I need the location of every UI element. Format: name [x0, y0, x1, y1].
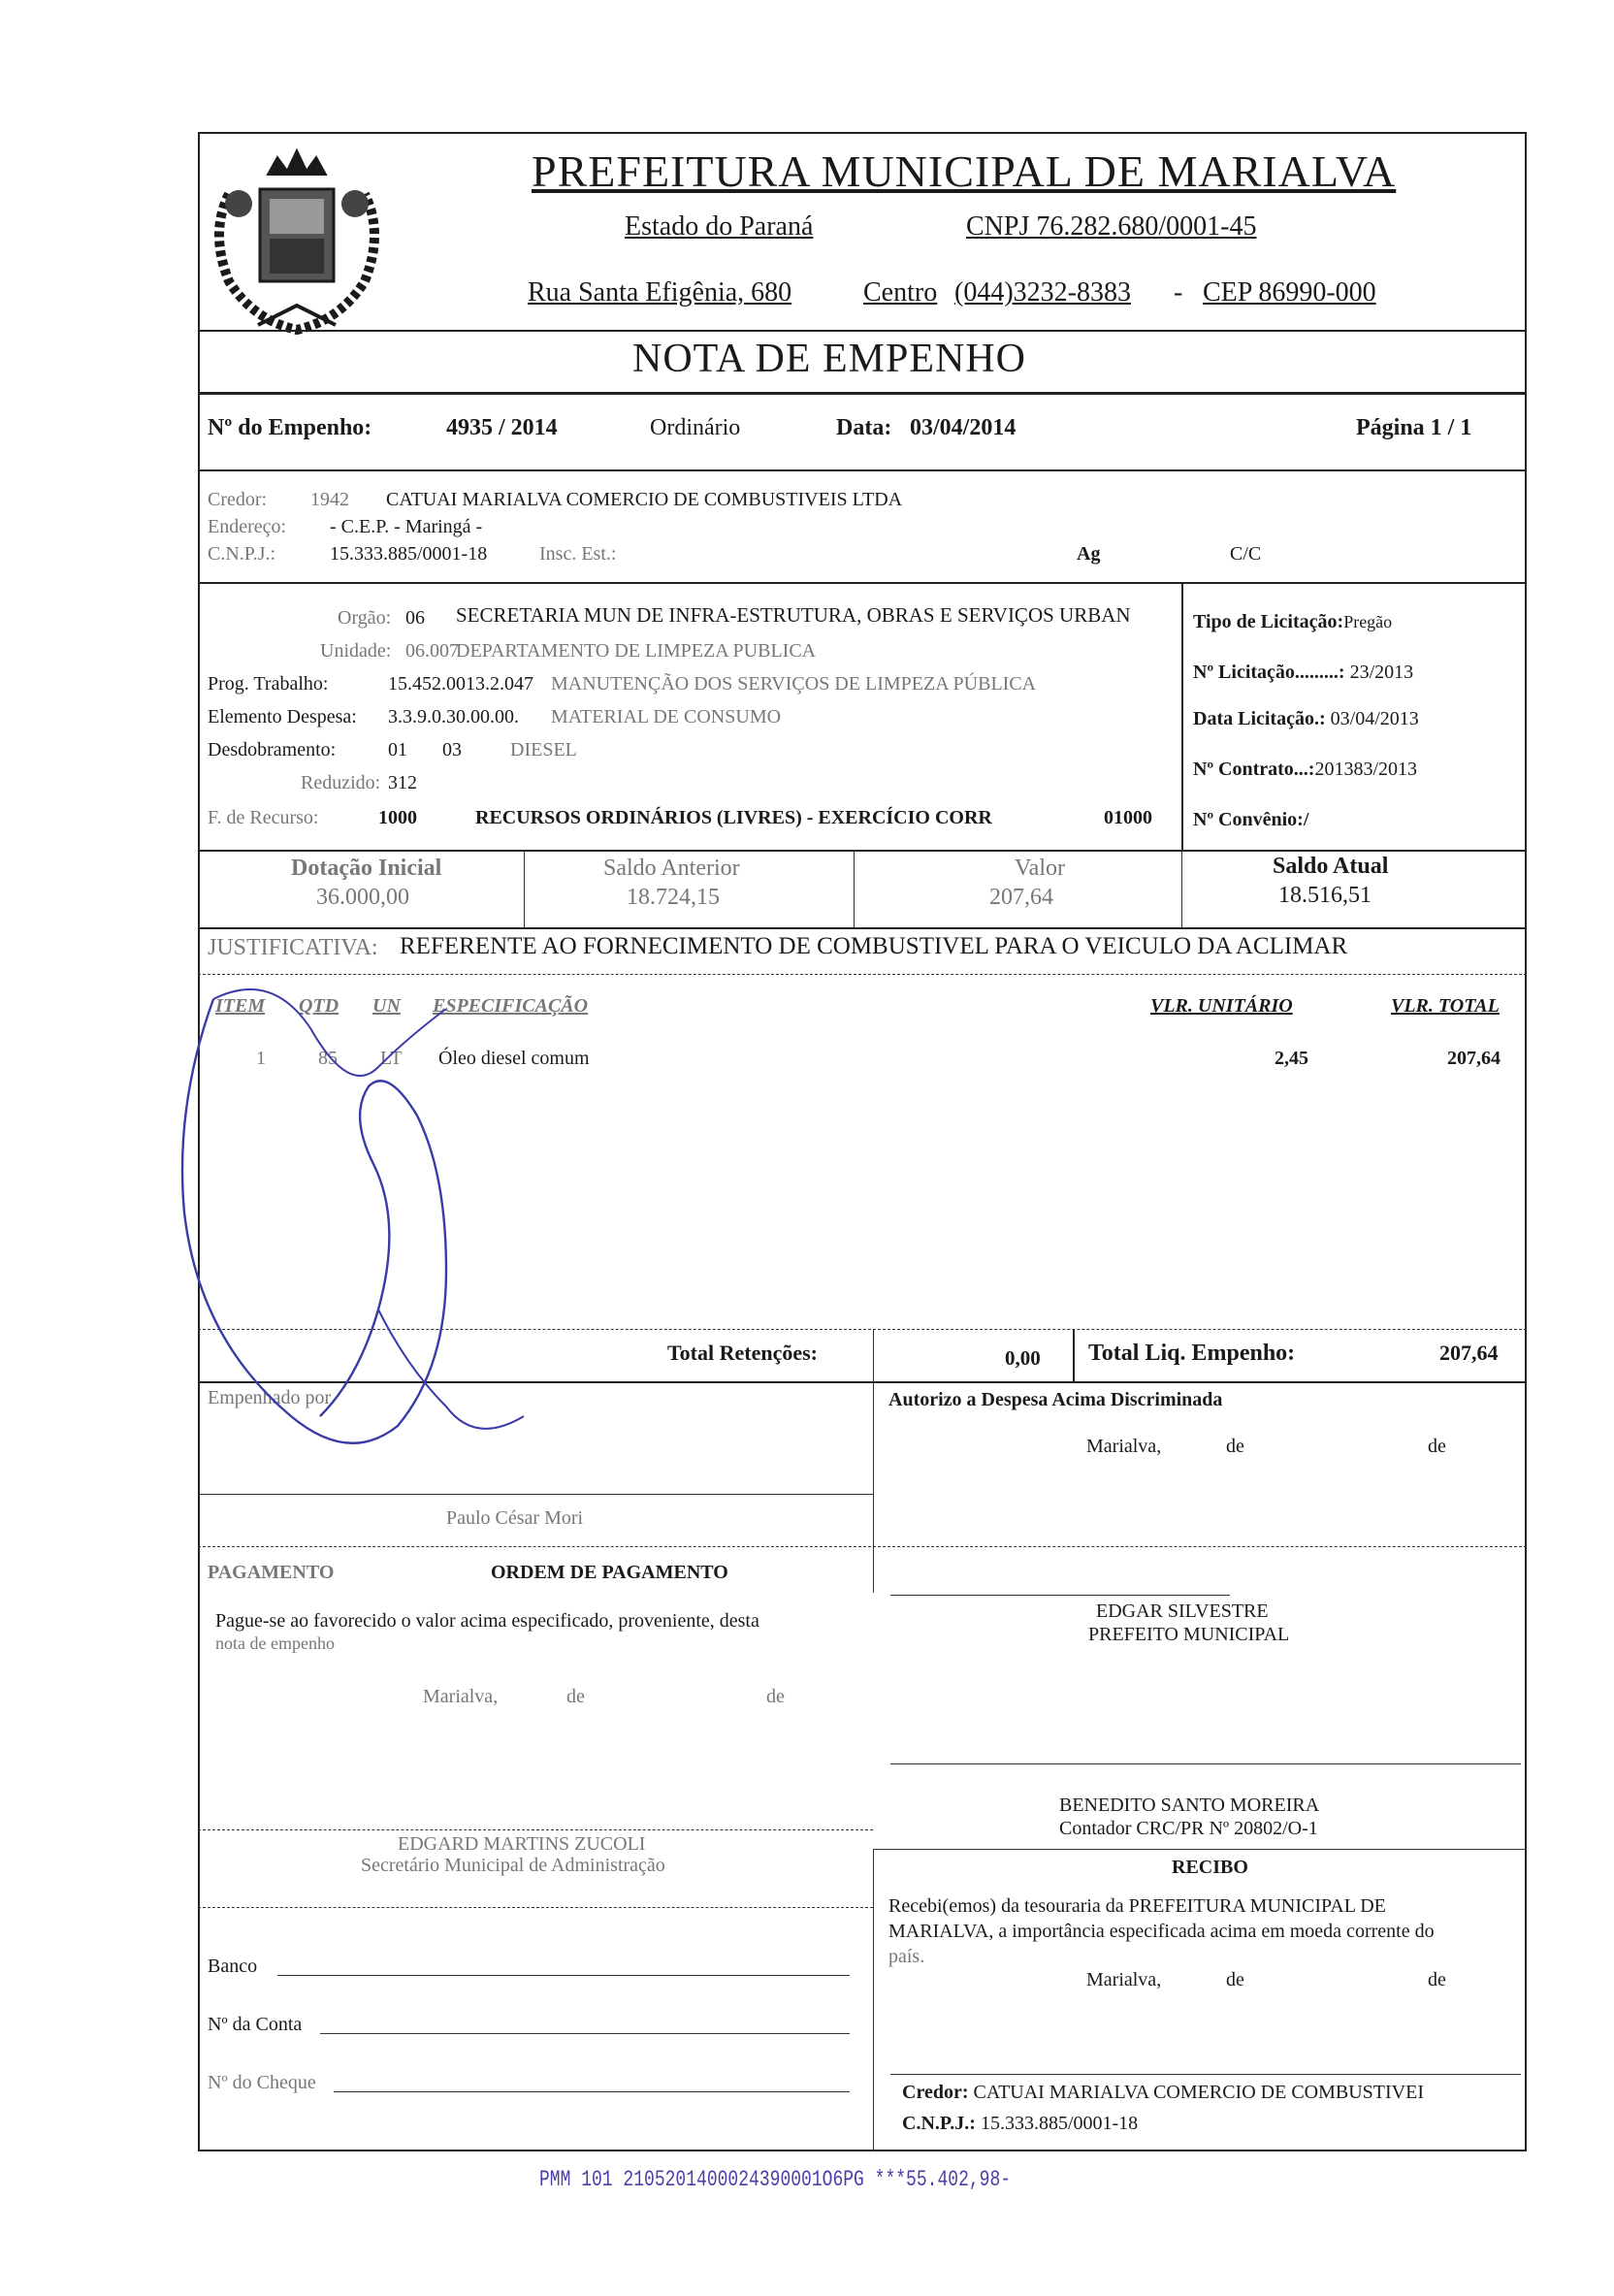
item-number: 1 [256, 1048, 266, 1069]
divider [198, 392, 1527, 395]
desdobramento-sub: 03 [442, 739, 462, 760]
divider [198, 469, 1527, 471]
divider-vertical [873, 1381, 874, 1593]
items-header-qtd: QTD [299, 995, 339, 1017]
recibo-cnpj-value: 15.333.885/0001-18 [980, 2113, 1139, 2134]
recibo-credor-label: Credor: [902, 2082, 969, 2103]
ie-label: Insc. Est.: [539, 543, 617, 565]
recibo-de2: de [1428, 1969, 1446, 1990]
orgao-code: 06 [405, 607, 425, 629]
items-header-total: VLR. TOTAL [1391, 995, 1500, 1017]
items-header-unit-price: VLR. UNITÁRIO [1150, 995, 1293, 1017]
item-spec: Óleo diesel comum [438, 1048, 590, 1069]
justificativa-label: JUSTIFICATIVA: [208, 935, 378, 960]
tipo-licitacao-value: Pregão [1343, 612, 1393, 631]
elemento-label: Elemento Despesa: [208, 706, 357, 728]
pagamento-city: Marialva, [423, 1686, 499, 1707]
page-number: Página 1 / 1 [1356, 415, 1472, 440]
banco-label: Banco [208, 1956, 258, 1977]
signature-line [890, 1595, 1230, 1596]
credor-code: 1942 [310, 489, 349, 510]
cheque-line [334, 2091, 850, 2092]
divider [198, 1907, 873, 1908]
licitacao-date: 03/04/2013 [1330, 708, 1419, 729]
divider-vertical [1181, 582, 1183, 850]
valor-value: 207,64 [989, 885, 1053, 910]
credor-name: CATUAI MARIALVA COMERCIO DE COMBUSTIVEIS LTDA [386, 489, 903, 510]
banco-line [277, 1975, 850, 1976]
contrato-label: Nº Contrato...: [1193, 759, 1315, 780]
autorizo-de2: de [1428, 1436, 1446, 1457]
conta-line [320, 2033, 850, 2034]
item-unit-price: 2,45 [1275, 1048, 1308, 1069]
items-header-spec: ESPECIFICAÇÃO [433, 995, 589, 1017]
justificativa-text: REFERENTE AO FORNECIMENTO DE COMBUSTIVEL PARA O VEICULO DA ACLIMAR [400, 933, 1348, 959]
recibo-cnpj-label: C.N.P.J.: [902, 2113, 976, 2134]
divider-vertical [873, 1329, 874, 1381]
item-unit: LT [380, 1048, 403, 1069]
conta-label: Nº da Conta [208, 2014, 303, 2035]
secretario-name: EDGARD MARTINS ZUCOLI [398, 1833, 646, 1855]
retencoes-label: Total Retenções: [667, 1341, 818, 1365]
recibo-text-2: MARIALVA, a importância especificada acima em moeda corrente do [888, 1921, 1435, 1942]
contador-name: BENEDITO SANTO MOREIRA [1059, 1795, 1320, 1816]
licitacao-date-label: Data Licitação.: [1193, 708, 1326, 729]
elemento-code: 3.3.9.0.30.00.00. [388, 706, 519, 728]
recibo-de1: de [1226, 1969, 1244, 1990]
pagamento-label: PAGAMENTO [208, 1562, 335, 1583]
divider [198, 1546, 1527, 1547]
secretario-role: Secretário Municipal de Administração [361, 1855, 665, 1876]
recibo-credor-value: CATUAI MARIALVA COMERCIO DE COMBUSTIVEI [973, 2082, 1424, 2103]
contrato-number: 201383/2013 [1314, 759, 1418, 780]
street-address: Rua Santa Efigênia, 680 [528, 277, 792, 307]
prog-name: MANUTENÇÃO DOS SERVIÇOS DE LIMPEZA PÚBLICA [551, 673, 1037, 695]
autorizo-city: Marialva, [1086, 1436, 1162, 1457]
empenho-date: 03/04/2014 [910, 415, 1017, 440]
recibo-city: Marialva, [1086, 1969, 1162, 1990]
item-qty: 85 [318, 1048, 338, 1069]
orgao-label: Orgão: [338, 607, 392, 629]
autorizo-text: Autorizo a Despesa Acima Discriminada [888, 1389, 1223, 1410]
unidade-name: DEPARTAMENTO DE LIMPEZA PUBLICA [456, 640, 817, 662]
desdobramento-label: Desdobramento: [208, 739, 337, 760]
items-header-item: ITEM [215, 995, 266, 1017]
divider [198, 927, 1527, 929]
recibo-title: RECIBO [1172, 1857, 1248, 1878]
item-total: 207,64 [1447, 1048, 1501, 1069]
footer-auth-code: PMM 101 2105201400024390001O6PG ***55.402,98- [539, 2168, 1012, 2193]
convenio-label: Nº Convênio:/ [1193, 809, 1309, 830]
fonte-name: RECURSOS ORDINÁRIOS (LIVRES) - EXERCÍCIO CORR [475, 807, 992, 828]
pagamento-text-1: Pague-se ao favorecido o valor acima especificado, proveniente, desta [215, 1610, 759, 1632]
credor-address: - C.E.P. - Maringá - [330, 516, 483, 537]
retencoes-value: 0,00 [1005, 1346, 1041, 1370]
district: Centro [863, 277, 938, 307]
empenhado-name: Paulo César Mori [446, 1507, 584, 1529]
tipo-licitacao-label: Tipo de Licitação: [1193, 611, 1344, 632]
fonte-label: F. de Recurso: [208, 807, 319, 828]
divider-vertical [873, 1849, 874, 2151]
contador-role: Contador CRC/PR Nº 20802/O-1 [1059, 1818, 1318, 1839]
empenhado-por-label: Empenhado por [208, 1387, 332, 1408]
account-label: C/C [1230, 543, 1262, 565]
document-title: NOTA DE EMPENHO [632, 337, 1026, 381]
unidade-label: Unidade: [320, 640, 392, 662]
handwritten-signature [155, 960, 698, 1504]
address-label: Endereço: [208, 516, 287, 537]
desdobramento-name: DIESEL [510, 739, 577, 760]
reduzido-code: 312 [388, 772, 417, 793]
credor-cnpj: 15.333.885/0001-18 [330, 543, 488, 565]
divider-vertical [1073, 1329, 1075, 1381]
prog-code: 15.452.0013.2.047 [388, 673, 533, 695]
divider [873, 1849, 1527, 1850]
state-name: Estado do Paraná [625, 211, 814, 242]
ordem-pagamento-title: ORDEM DE PAGAMENTO [491, 1562, 728, 1583]
prog-label: Prog. Trabalho: [208, 673, 329, 695]
licitacao-number-label: Nº Licitação.........: [1193, 662, 1345, 683]
fonte-code: 1000 [378, 807, 417, 828]
licitacao-number: 23/2013 [1349, 662, 1414, 683]
phone: (044)3232-8383 [954, 277, 1131, 307]
pagamento-text-2: nota de empenho [215, 1633, 335, 1653]
orgao-name: SECRETARIA MUN DE INFRA-ESTRUTURA, OBRAS E SERVIÇOS URBAN [456, 603, 1131, 627]
recibo-text-3: país. [888, 1946, 925, 1967]
credor-cnpj-label: C.N.P.J.: [208, 543, 276, 565]
empenho-number: 4935 / 2014 [446, 415, 558, 440]
credor-label: Credor: [208, 489, 268, 510]
divider [198, 850, 1527, 852]
agency-label: Ag [1077, 543, 1101, 565]
saldo-atual-value: 18.516,51 [1278, 883, 1372, 908]
saldo-anterior-label: Saldo Anterior [603, 856, 740, 881]
signature-line [198, 1829, 873, 1830]
pagamento-de2: de [766, 1686, 785, 1707]
dash-separator: - [1174, 277, 1183, 307]
fonte-number: 01000 [1104, 807, 1152, 828]
valor-label: Valor [1015, 856, 1065, 881]
saldo-atual-label: Saldo Atual [1273, 854, 1389, 879]
empenho-number-label: Nº do Empenho: [208, 415, 372, 440]
elemento-name: MATERIAL DE CONSUMO [551, 706, 782, 728]
divider [198, 330, 1527, 332]
divider-vertical [854, 850, 855, 927]
total-liquido-label: Total Liq. Empenho: [1088, 1341, 1296, 1366]
divider-vertical [1181, 850, 1182, 927]
signature-line [890, 2074, 1521, 2075]
dotacao-inicial-value: 36.000,00 [316, 885, 409, 910]
municipality-title: PREFEITURA MUNICIPAL DE MARIALVA [532, 146, 1397, 196]
pagamento-de1: de [566, 1686, 585, 1707]
items-header-un: UN [372, 995, 401, 1017]
divider [198, 582, 1527, 584]
autorizo-de1: de [1226, 1436, 1244, 1457]
signature-line [890, 1763, 1521, 1764]
cheque-label: Nº do Cheque [208, 2072, 316, 2093]
dotacao-inicial-label: Dotação Inicial [291, 856, 442, 881]
desdobramento-code: 01 [388, 739, 407, 760]
divider-vertical [524, 850, 525, 927]
cep: CEP 86990-000 [1203, 277, 1376, 307]
prefeito-role: PREFEITO MUNICIPAL [1088, 1624, 1290, 1645]
coat-of-arms-emblem [200, 136, 394, 340]
prefeito-name: EDGAR SILVESTRE [1096, 1601, 1269, 1622]
municipality-cnpj: CNPJ 76.282.680/0001-45 [966, 211, 1257, 242]
saldo-anterior-value: 18.724,15 [627, 885, 720, 910]
empenho-type: Ordinário [650, 415, 741, 440]
empenho-date-label: Data: [836, 415, 892, 440]
unidade-code: 06.007 [405, 640, 459, 662]
recibo-text-1: Recebi(emos) da tesouraria da PREFEITURA MUNICIPAL DE [888, 1895, 1386, 1917]
total-liquido-value: 207,64 [1439, 1341, 1499, 1365]
reduzido-label: Reduzido: [301, 772, 381, 793]
